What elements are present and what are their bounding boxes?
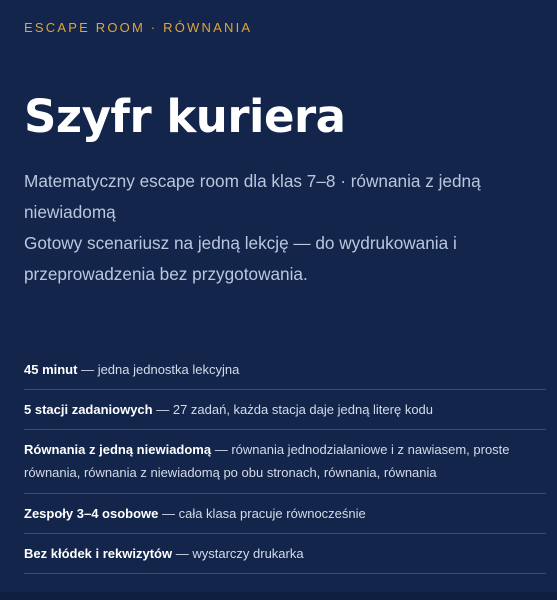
fact-text: — wystarczy drukarka (172, 546, 304, 561)
eyebrow-label: ESCAPE ROOM · RÓWNANIA (24, 20, 253, 35)
fact-text: — 27 zadań, każda stacja daje jedną literę kodu (152, 402, 434, 417)
fact-item-stations (24, 390, 546, 430)
fact-item-topic (24, 430, 546, 494)
page-title: Szyfr kuriera (24, 90, 346, 143)
fact-item-duration (24, 350, 546, 390)
lede-line-description: Gotowy scenariusz na jedną lekcję — do wydrukowania i przeprowadzenia bez przygotowania. (24, 233, 457, 284)
fact-text: — cała klasa pracuje równocześnie (158, 506, 366, 521)
fact-label: Równania z jedną niewiadomą (24, 442, 212, 457)
fact-label: Zespoły 3–4 osobowe (24, 506, 159, 521)
fact-text: — jedna jednostka lekcyjna (77, 362, 240, 377)
lede-line-audience: Matematyczny escape room dla klas 7–8 · równania z jedną niewiadomą (24, 171, 481, 222)
fact-label: 5 stacji zadaniowych (24, 402, 153, 417)
fact-item-materials (24, 534, 546, 574)
bottom-strip (0, 592, 557, 600)
fact-label: 45 minut (24, 362, 78, 377)
fact-label: Bez kłódek i rekwizytów (24, 546, 173, 561)
facts-list (24, 350, 546, 574)
lede (24, 166, 546, 290)
fact-item-teams (24, 494, 546, 534)
fact-text: — równania jednodziałaniowe i z nawiasem, proste równania, równania z niewiadomą po obu stronach, równania, równania (24, 442, 510, 480)
